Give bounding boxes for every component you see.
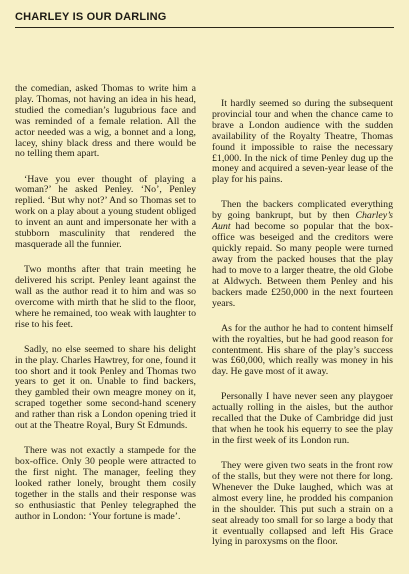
header-rule: [15, 27, 394, 28]
paragraph: As for the author he had to content himself with the royalties, but he had good reason for contentment. His share of the play’s success was £60,000, which really was money in his day. He gave most of it away.: [212, 322, 393, 378]
running-header: CHARLEY IS OUR DARLING: [15, 11, 167, 23]
paragraph: They were given two seats in the front row of the stalls, but they were not there for long. Whenever the Duke laughed, which was at almost every line, he prodded his companion in the shoulder. This put such a strain on a seat already too small for so large a body that it eventually collapsed and left His Grace lying in paroxysms on the floor.: [212, 460, 393, 548]
paragraph: Two months after that train meeting he delivered his script. Penley leant against the wall as the author read it to him and was so overcome with mirth that he slid to the floor, where he remained, too weak with laughter to rise to his feet.: [15, 264, 196, 330]
paragraph: It hardly seemed so during the subsequent provincial tour and when the chance came to brave a London audience with the sudden availability of the Royalty Theatre, Thomas found it impossible to raise the necessary £1,000. In the nick of time Penley dug up the money and acquired a seven-year lease of the play for his pains.: [212, 98, 393, 186]
left-column: [15, 84, 196, 537]
paragraph: Sadly, no else seemed to share his delight in the play. Charles Hawtrey, for one, found it too short and it took Penley and Thomas two years to get it on. Unable to find backers, they gambled their own meagre money on it, scraped together some second-hand scenery and rather than risk a London opening tried it out at the Theatre Royal, Bury St Edmunds.: [15, 343, 196, 432]
paragraph: the comedian, asked Thomas to write him a play. Thomas, not having an idea in his head, studied the comedian’s lugubrious face and was reminded of a female relation. All the actor needed was a wig, a bonnet and a long, lacey, shiny black dress and there would be no telling them apart.: [15, 83, 196, 160]
paragraph: There was not exactly a stampede for the box-office. Only 30 people were attracted to the first night. The manager, feeling they looked rather lonely, brought them cosily together in the stalls and their response was so enthusiastic that Penley telegraphed the author in London: ‘Your fortune is made’.: [15, 445, 196, 522]
right-column: [212, 99, 393, 563]
paragraph: ‘Have you ever thought of playing a woman?’ he asked Penley. ‘No’, Penley replied. ‘But why not?’ And so Thomas set to work on a play about a young student obliged to invent an aunt and impersonate her with a stubborn masculinity that rendered the masquerade all the funnier.: [15, 173, 196, 250]
paragraph: Personally I have never seen any playgoer actually rolling in the aisles, but the author recalled that the Duke of Cambridge did just that when he took his equerry to see the play in the first week of its London run.: [212, 391, 393, 447]
paragraph: Then the backers complicated everything by going bankrupt, but by then Charley’s Aunt had become so popular that the box-office was beseiged and the creditors were quickly repaid. So many people were turned away from the packed houses that the play had to move to a larger theatre, the old Globe at Aldwych. Between them Penley and his backers made £250,000 in the next fourteen years.: [212, 199, 393, 309]
